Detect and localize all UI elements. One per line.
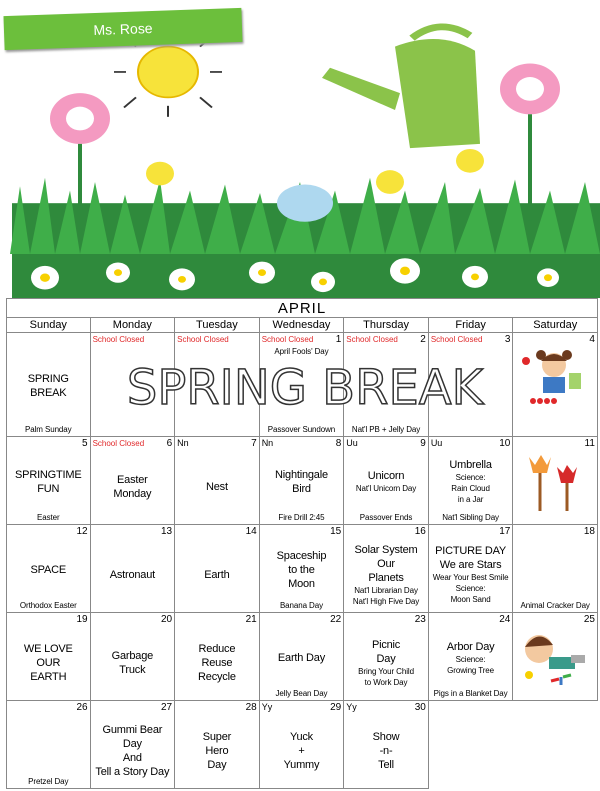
theme-text: Reuse: [201, 656, 233, 669]
date-number: 5: [82, 438, 88, 449]
observance-text: Banana Day: [279, 601, 323, 610]
observance-text: Passover Sundown: [267, 425, 336, 434]
theme-text: SPRINGTIME: [15, 468, 82, 481]
day-cell: [260, 613, 345, 701]
day-cell: [6, 525, 91, 613]
note-text: Moon Sand: [450, 595, 491, 604]
theme-text: Unicorn: [367, 470, 405, 482]
april-calendar: [6, 298, 598, 789]
date-number: 14: [245, 526, 257, 537]
date-number: 17: [499, 526, 511, 537]
theme-text: Picnic: [371, 638, 401, 651]
school-closed-label: School Closed: [430, 335, 483, 344]
theme-text: Yummy: [283, 758, 320, 771]
letter-of-week: Uu: [346, 438, 358, 448]
day-cell: [260, 437, 345, 525]
theme-text: Astronaut: [109, 568, 155, 581]
note-text: Science:: [455, 584, 486, 593]
theme-text: Umbrella: [449, 459, 492, 471]
theme-text: Arbor Day: [446, 640, 495, 653]
day-cell: [429, 333, 514, 437]
day-cell: [513, 525, 598, 613]
calendar-grid: [6, 333, 598, 789]
day-cell: [513, 437, 598, 525]
date-number: 11: [584, 438, 595, 449]
date-number: 16: [414, 526, 426, 537]
day-cell: [344, 333, 429, 437]
theme-text: Nest: [205, 480, 228, 493]
letter-of-week: Nn: [177, 438, 189, 448]
weekday-header: [6, 318, 598, 333]
theme-text: Day: [376, 652, 396, 665]
day-cell: [344, 437, 429, 525]
observance-text: Jelly Bean Day: [275, 689, 328, 698]
theme-text: WE LOVE: [23, 642, 73, 655]
weekday-wednesday: Wednesday: [259, 318, 345, 333]
date-number: 18: [583, 526, 595, 537]
note-text: in a Jar: [457, 495, 484, 504]
note-text: Science:: [455, 654, 486, 664]
observance-text: Palm Sunday: [25, 425, 72, 434]
observance-text: Passover Ends: [359, 513, 413, 522]
day-cell: [344, 613, 429, 701]
day-cell: [91, 525, 176, 613]
observance-text: Pigs in a Blanket Day: [433, 689, 508, 698]
day-cell: [344, 701, 429, 789]
sun-icon: [114, 34, 222, 117]
date-number: 23: [414, 614, 426, 625]
theme-text: Show: [372, 730, 400, 743]
date-number: 8: [335, 438, 342, 449]
note-text: Growing Tree: [447, 665, 494, 675]
date-number: 15: [330, 526, 342, 537]
theme-text: to the: [288, 563, 315, 576]
note-text: Bring Your Child: [358, 666, 414, 676]
weekday-tuesday: Tuesday: [174, 318, 260, 333]
observance-text: Easter: [37, 513, 60, 522]
theme-text: Reduce: [198, 642, 236, 655]
date-number: 7: [251, 438, 257, 449]
day-cell: [175, 437, 260, 525]
date-number: 29: [330, 702, 342, 713]
note-text: Wear Your Best Smile: [432, 573, 509, 582]
theme-text: Earth: [204, 568, 230, 581]
theme-text: Yuck: [289, 730, 313, 743]
theme-text: Bird: [292, 482, 311, 495]
theme-text: Easter: [117, 473, 148, 486]
letter-of-week: Yy: [346, 702, 357, 712]
theme-text: Garbage: [111, 649, 154, 662]
observance-text: Nat'l PB + Jelly Day: [351, 425, 421, 434]
note-text: April Fools' Day: [274, 347, 329, 356]
theme-text: Tell a Story Day: [95, 765, 170, 778]
letter-of-week: Yy: [261, 702, 273, 712]
weekday-thursday: Thursday: [343, 318, 429, 333]
theme-text: Planets: [368, 571, 404, 584]
theme-text: EARTH: [30, 670, 67, 683]
letter-of-week: Nn: [261, 438, 274, 448]
girl-drawing-icon: [521, 347, 587, 407]
day-cell: [175, 613, 260, 701]
day-cell: [6, 333, 91, 437]
day-cell: [91, 333, 176, 437]
date-number: 19: [76, 614, 88, 625]
date-number: 25: [583, 614, 595, 625]
theme-text: Moon: [288, 577, 315, 590]
day-cell: [91, 701, 176, 789]
day-cell: [91, 437, 176, 525]
theme-text: SPRING: [27, 372, 69, 385]
date-number: 28: [245, 702, 257, 713]
day-cell: [344, 525, 429, 613]
observance-text: Pretzel Day: [28, 777, 69, 786]
note-text: Nat'l High Five Day: [352, 596, 420, 606]
date-number: 24: [499, 614, 511, 625]
theme-text: Spaceship: [276, 549, 327, 562]
teacher-name-banner: Ms. Rose: [3, 8, 242, 50]
day-cell: [260, 525, 345, 613]
theme-text: Earth Day: [277, 651, 326, 664]
date-number: 26: [76, 702, 88, 713]
day-cell: [6, 437, 91, 525]
date-number: 6: [166, 438, 173, 449]
date-number: 4: [589, 334, 595, 345]
day-cell: [513, 333, 598, 437]
day-cell: [6, 701, 91, 789]
observance-text: Orthodox Easter: [19, 601, 77, 610]
spring-break-overlay: SPRING BREAK: [126, 360, 484, 416]
date-number: 2: [420, 334, 426, 345]
empty-cell: [429, 701, 514, 789]
date-number: 10: [499, 438, 511, 449]
theme-text: BREAK: [30, 386, 67, 399]
boy-drawing-icon: [521, 627, 587, 687]
theme-text: We are Stars: [439, 559, 502, 571]
letter-of-week: Uu: [430, 438, 443, 448]
theme-text: Our: [377, 557, 395, 570]
note-text: Rain Cloud: [451, 484, 490, 493]
note-text: Nat'l Unicorn Day: [355, 484, 417, 493]
theme-text: +: [298, 744, 305, 757]
theme-text: Hero: [205, 744, 229, 757]
theme-text: Tell: [378, 758, 394, 771]
month-title: APRIL: [6, 298, 598, 318]
school-closed-label: School Closed: [92, 439, 145, 448]
date-number: 1: [335, 334, 342, 345]
day-cell: [513, 613, 598, 701]
day-cell: [175, 701, 260, 789]
date-number: 9: [420, 438, 426, 449]
school-closed-label: School Closed: [346, 335, 398, 344]
theme-text: Day: [207, 758, 227, 771]
observance-text: Nat'l Sibling Day: [442, 513, 499, 522]
day-cell: [429, 437, 514, 525]
date-number: 22: [330, 614, 342, 625]
date-number: 27: [161, 702, 173, 713]
observance-text: Fire Drill 2:45: [278, 513, 325, 522]
empty-cell: [513, 701, 598, 789]
theme-text: And: [122, 751, 142, 764]
note-text: Science:: [455, 473, 486, 482]
date-number: 30: [414, 702, 426, 713]
day-cell: [175, 525, 260, 613]
theme-text: Monday: [113, 487, 152, 500]
observance-text: Animal Cracker Day: [520, 601, 590, 610]
theme-text: Solar System: [354, 543, 418, 556]
weekday-monday: Monday: [90, 318, 176, 333]
bird-icon: [277, 185, 333, 222]
day-cell: [175, 333, 260, 437]
theme-text: Nightingale: [275, 468, 328, 481]
tulips-icon: [521, 451, 587, 511]
day-cell: [260, 333, 345, 437]
theme-text: Super: [202, 730, 232, 743]
date-number: 21: [245, 614, 257, 625]
day-cell: [6, 613, 91, 701]
day-cell: [429, 613, 514, 701]
theme-text: FUN: [37, 482, 60, 495]
theme-text: PICTURE DAY: [435, 545, 507, 557]
note-text: to Work Day: [364, 677, 408, 687]
theme-text: Gummi Bear Day: [102, 723, 163, 750]
day-cell: [260, 701, 345, 789]
weekday-sunday: Sunday: [6, 318, 91, 333]
note-text: Nat'l Librarian Day: [354, 585, 418, 595]
school-closed-label: School Closed: [92, 335, 145, 344]
date-number: 12: [76, 526, 88, 537]
weekday-friday: Friday: [428, 318, 514, 333]
date-number: 13: [161, 526, 173, 537]
school-closed-label: School Closed: [177, 335, 229, 344]
day-cell: [429, 525, 514, 613]
theme-text: -n-: [379, 744, 393, 757]
theme-text: OUR: [36, 656, 61, 669]
theme-text: SPACE: [30, 563, 67, 576]
theme-text: Recycle: [198, 670, 236, 683]
theme-text: Truck: [119, 663, 146, 676]
date-number: 20: [161, 614, 173, 625]
date-number: 3: [504, 334, 511, 345]
weekday-saturday: Saturday: [512, 318, 598, 333]
watering-can-icon: [322, 27, 480, 148]
day-cell: [91, 613, 176, 701]
school-closed-label: School Closed: [261, 335, 314, 344]
